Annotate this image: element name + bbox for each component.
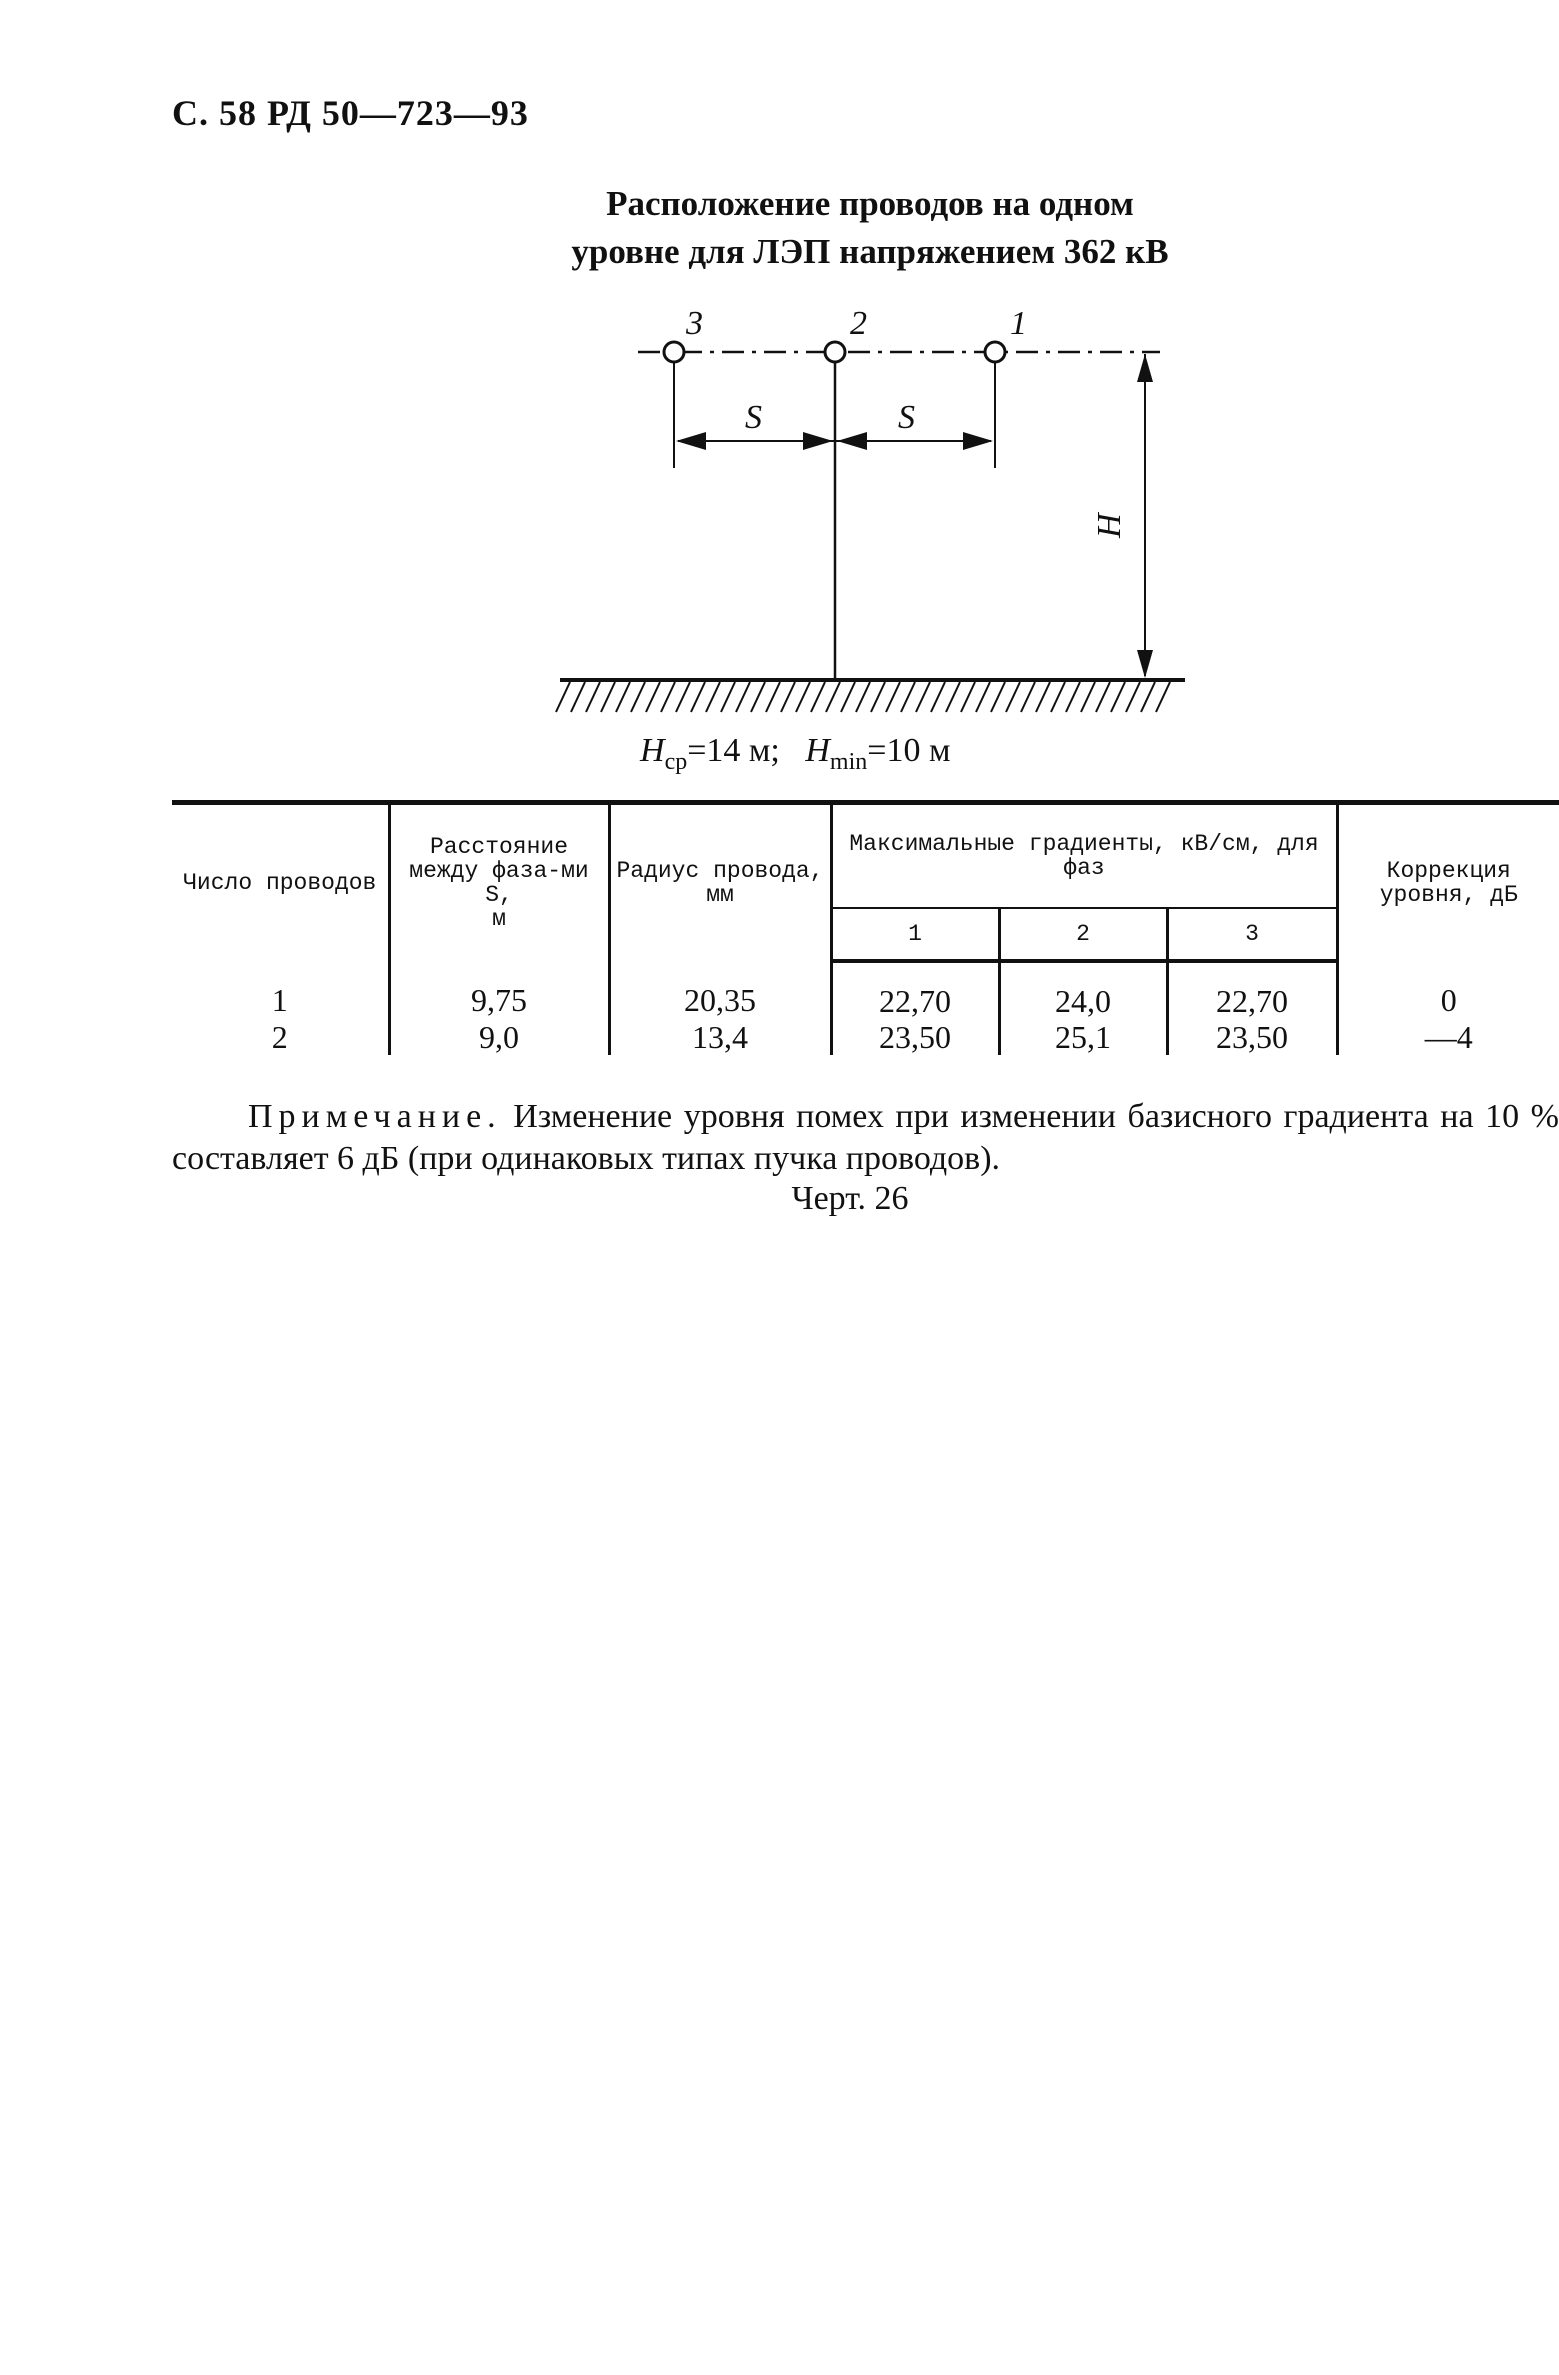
conductor-label-2: 2 — [850, 305, 867, 342]
h-avg-symbol: H — [640, 732, 665, 769]
hatch-stroke — [1066, 682, 1080, 712]
hatch-stroke — [1141, 682, 1155, 712]
cell-correction: 0 — [1440, 982, 1457, 1018]
header-gradients: Максимальные градиенты, кВ/см, для фаз — [831, 803, 1337, 909]
cell-distance: 9,75 — [389, 961, 609, 1019]
cell-radius: 13,4 — [609, 1019, 831, 1055]
hatch-stroke — [1081, 682, 1095, 712]
cell-gradient-2: 25,1 — [999, 1019, 1167, 1055]
cell-gradient-2: 24,0 — [999, 961, 1167, 1019]
conductor-3-circle — [664, 342, 684, 362]
hatch-stroke — [1111, 682, 1125, 712]
page-header: С. 58 РД 50—723—93 — [172, 93, 529, 133]
cell-radius: 20,35 — [609, 961, 831, 1019]
hatch-stroke — [856, 682, 870, 712]
h-min-symbol: H — [805, 732, 830, 769]
table-row — [172, 1019, 1559, 1055]
height-label: H — [1091, 513, 1128, 538]
hatch-stroke — [571, 682, 585, 712]
hatch-stroke — [1156, 682, 1170, 712]
cell-gradient-3: 23,50 — [1167, 1019, 1337, 1055]
hatch-stroke — [706, 682, 720, 712]
hatch-stroke — [916, 682, 930, 712]
hatch-stroke — [811, 682, 825, 712]
cell-gradient-1: 22,70 — [831, 961, 999, 1019]
caption-line-1: Расположение проводов на одном — [606, 184, 1134, 223]
header-distance-text: Расстояние между фаза-ми S, — [409, 834, 589, 908]
height-arrow-top — [1137, 354, 1153, 382]
conductor-label-1: 1 — [1010, 305, 1027, 342]
header-distance-unit: м — [492, 906, 506, 932]
hatch-stroke — [751, 682, 765, 712]
h-avg-value: =14 м; — [687, 732, 780, 769]
cell-gradient-1: 23,50 — [831, 1019, 999, 1055]
hatch-stroke — [556, 682, 570, 712]
hatch-stroke — [1036, 682, 1050, 712]
hatch-stroke — [661, 682, 675, 712]
hatch-stroke — [631, 682, 645, 712]
hatch-stroke — [691, 682, 705, 712]
h-min-value: =10 м — [867, 732, 951, 769]
hatch-stroke — [616, 682, 630, 712]
hatch-stroke — [1126, 682, 1140, 712]
hatch-stroke — [886, 682, 900, 712]
cell-count: 2 — [172, 1019, 389, 1055]
cell-correction: —4 — [1424, 1019, 1473, 1055]
note-text: Изменение уровня помех при изменении базисного градиента на 10 % составляет 6 дБ (при одинаковых типах пучка проводов). — [172, 1098, 1559, 1177]
header-phase-1: 1 — [831, 908, 999, 961]
hatch-stroke — [931, 682, 945, 712]
spacing-label-right: S — [898, 399, 915, 436]
table-note — [172, 1096, 1559, 1180]
hatch-stroke — [991, 682, 1005, 712]
conductor-label-3: 3 — [686, 305, 703, 342]
hatch-stroke — [1021, 682, 1035, 712]
height-formula — [640, 732, 950, 776]
header-count: Число проводов — [172, 803, 389, 962]
hatch-stroke — [901, 682, 915, 712]
hatch-stroke — [1096, 682, 1110, 712]
h-avg-subscript: ср — [664, 749, 688, 775]
hatch-stroke — [946, 682, 960, 712]
table-row — [172, 961, 1559, 1019]
hatch-stroke — [871, 682, 885, 712]
height-arrow-bottom — [1137, 650, 1153, 678]
dimension-arrow-left — [676, 432, 706, 450]
hatch-stroke — [826, 682, 840, 712]
dimension-arrow-center-left — [803, 432, 833, 450]
h-min-subscript: min — [829, 749, 868, 775]
header-radius: Радиус провода, мм — [609, 803, 831, 962]
cell-count: 1 — [172, 961, 389, 1019]
header-phase-3: 3 — [1167, 908, 1337, 961]
hatch-stroke — [586, 682, 600, 712]
header-distance — [389, 803, 609, 962]
spacing-label-left: S — [745, 399, 762, 436]
conductor-1-circle — [985, 342, 1005, 362]
cell-gradient-3: 22,70 — [1167, 961, 1337, 1019]
caption-line-2: уровне для ЛЭП напряжением 362 кВ — [571, 232, 1169, 271]
hatch-stroke — [961, 682, 975, 712]
hatch-stroke — [601, 682, 615, 712]
hatch-stroke — [676, 682, 690, 712]
gradient-table — [172, 800, 1559, 1055]
hatch-stroke — [796, 682, 810, 712]
hatch-stroke — [1051, 682, 1065, 712]
hatch-stroke — [766, 682, 780, 712]
header-correction: Коррекция уровня, дБ — [1337, 803, 1559, 962]
dimension-arrow-right — [963, 432, 993, 450]
hatch-stroke — [976, 682, 990, 712]
ground-hatching — [556, 682, 1170, 712]
note-prefix: Примечание. — [248, 1098, 502, 1135]
hatch-stroke — [646, 682, 660, 712]
cell-distance: 9,0 — [389, 1019, 609, 1055]
hatch-stroke — [721, 682, 735, 712]
hatch-stroke — [841, 682, 855, 712]
hatch-stroke — [1006, 682, 1020, 712]
hatch-stroke — [736, 682, 750, 712]
conductor-2-circle — [825, 342, 845, 362]
hatch-stroke — [781, 682, 795, 712]
dimension-arrow-center-right — [837, 432, 867, 450]
figure-label: Черт. 26 — [791, 1180, 909, 1217]
header-phase-2: 2 — [999, 908, 1167, 961]
